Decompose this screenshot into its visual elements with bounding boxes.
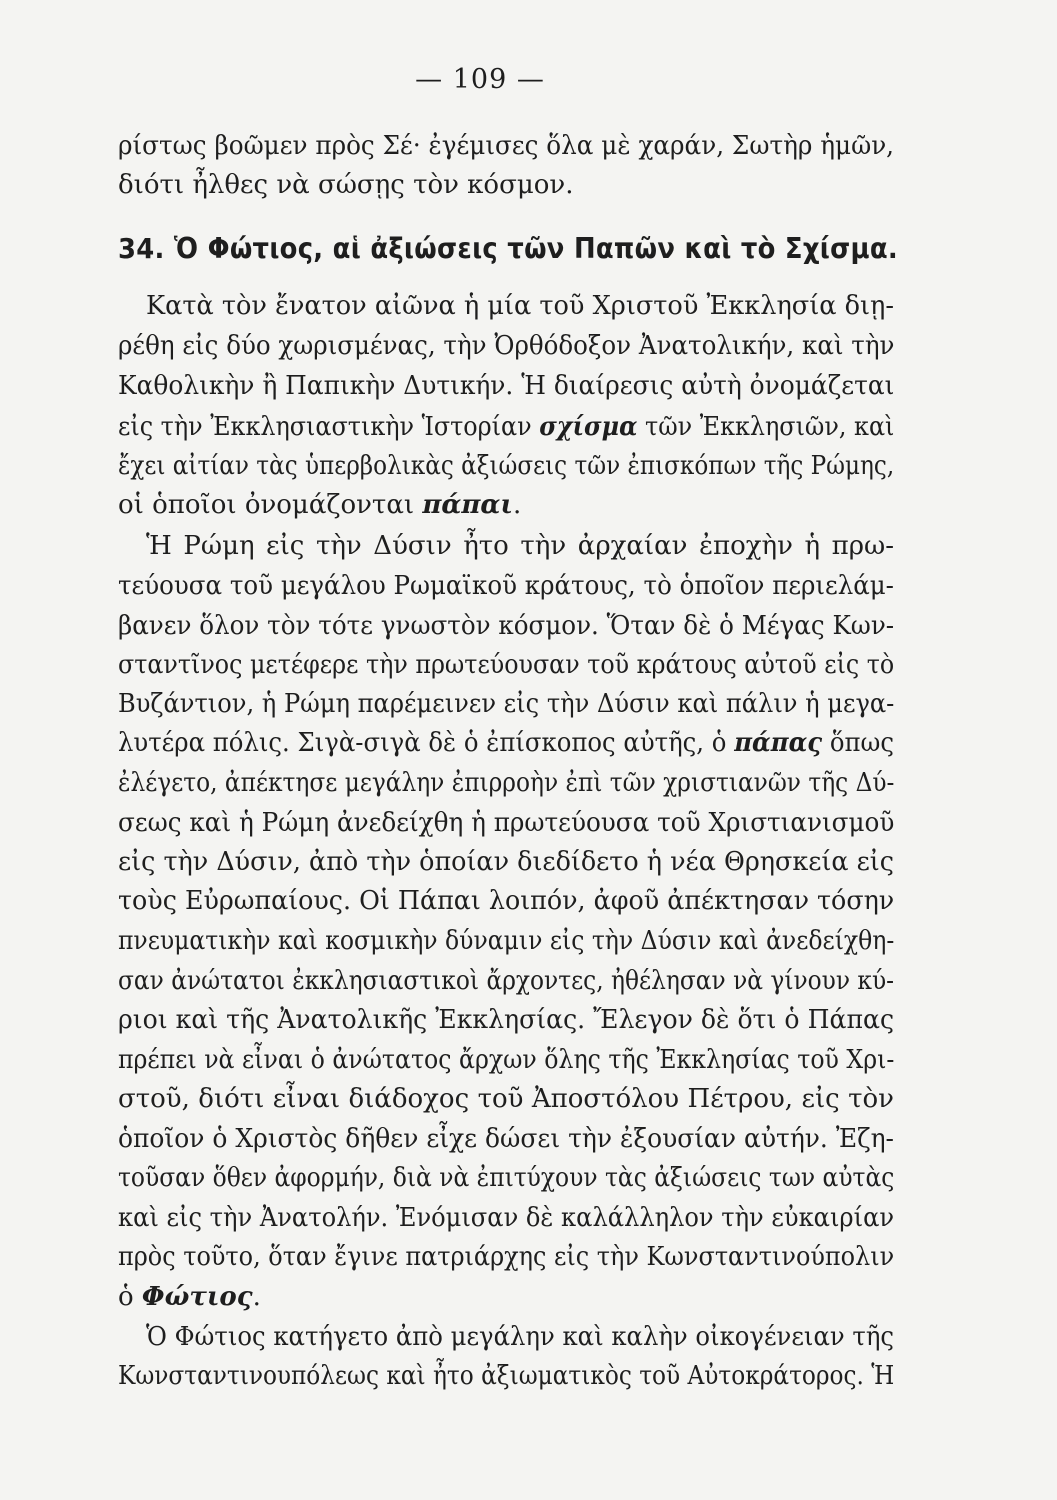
text-line	[118, 488, 894, 522]
text-run: .	[513, 490, 522, 520]
text-run: ὅπως	[829, 728, 895, 758]
text-line: τεύουσα τοῦ μεγάλου Ρωμαϊκοῦ κράτους, τὸ ὁποῖον περιελάμ-	[118, 571, 894, 601]
text-line: πνευματικὴν καὶ κοσμικὴν δύναμιν εἰς τὴν Δύσιν καὶ ἀνεδείχθη-	[118, 926, 895, 956]
emphasis-term: πάπαι	[422, 490, 514, 520]
text-line: καὶ εἰς τὴν Ἀνατολήν. Ἐνόμισαν δὲ καλάλληλον τὴν εὐκαιρίαν	[118, 1203, 895, 1233]
text-line: ἔχει αἰτίαν τὰς ὑπερβολικὰς ἀξιώσεις τῶν ἐπισκόπων τῆς Ρώμης,	[118, 451, 895, 481]
text-line: σεως καὶ ἡ Ρώμη ἀνεδείχθη ἡ πρωτεύουσα τοῦ Χριστιανισμοῦ	[118, 808, 895, 838]
text-line: ρέθη εἰς δύο χωρισμένας, τὴν Ὀρθόδοξον Ἀνατολικήν, καὶ τὴν	[118, 331, 895, 361]
text-line: Κωνσταντινουπόλεως καὶ ἦτο ἀξιωματικὸς τοῦ Αὐτοκράτορος. Ἡ	[118, 1361, 895, 1391]
text-line: ρίστως βοῶμεν πρὸς Σέ· ἐγέμισες ὅλα μὲ χαράν, Σωτὴρ ἡμῶν,	[118, 131, 895, 161]
text-line: Κατὰ τὸν ἔνατον αἰῶνα ἡ μία τοῦ Χριστοῦ Ἐκκλησία διῃ-	[146, 291, 894, 321]
page-number: — 109 —	[415, 64, 545, 95]
text-run: εἰς τὴν Ἐκκλησιαστικὴν Ἱστορίαν	[118, 412, 532, 442]
emphasis-term: Φώτιος	[141, 1282, 253, 1312]
text-line: διότι ἦλθες νὰ σώσῃς τὸν κόσμον.	[118, 170, 574, 200]
emphasis-term: σχίσμα	[539, 412, 638, 442]
text-run: .	[252, 1282, 261, 1312]
text-line: πρὸς τοῦτο, ὅταν ἔγινε πατριάρχης εἰς τὴν Κωνσταντινούπολιν	[118, 1242, 895, 1272]
text-line: ὁποῖον ὁ Χριστὸς δῆθεν εἶχε δώσει τὴν ἐξουσίαν αὐτήν. Ἐζη-	[118, 1124, 894, 1154]
section-heading: 34. Ὁ Φώτιος, αἱ ἀξιώσεις τῶν Παπῶν καὶ τὸ Σχίσμα.	[118, 232, 898, 265]
text-line: ριοι καὶ τῆς Ἀνατολικῆς Ἐκκλησίας. Ἔλεγον δὲ ὅτι ὁ Πάπας	[118, 1005, 895, 1035]
text-line: Βυζάντιον, ἡ Ρώμη παρέμεινεν εἰς τὴν Δύσιν καὶ πάλιν ἡ μεγα-	[118, 689, 895, 719]
text-line: εἰς τὴν Δύσιν, ἀπὸ τὴν ὁποίαν διεδίδετο ἡ νέα Θρησκεία εἰς	[118, 847, 894, 877]
text-line: Καθολικὴν ἢ Παπικὴν Δυτικήν. Ἡ διαίρεσις αὐτὴ ὀνομάζεται	[118, 371, 895, 401]
text-line: βανεν ὅλον τὸν τότε γνωστὸν κόσμον. Ὅταν δὲ ὁ Μέγας Κων-	[118, 611, 895, 641]
text-line: ἐλέγετο, ἀπέκτησε μεγάλην ἐπιρροὴν ἐπὶ τῶν χριστιανῶν τῆς Δύ-	[118, 768, 895, 798]
text-line: τοὺς Εὐρωπαίους. Οἱ Πάπαι λοιπόν, ἀφοῦ ἀπέκτησαν τόσην	[118, 886, 895, 916]
text-run: λυτέρα πόλις. Σιγὰ-σιγὰ δὲ ὁ ἐπίσκοπος αὐτῆς, ὁ	[118, 728, 727, 758]
text-line	[118, 1280, 894, 1314]
text-line	[118, 410, 894, 444]
text-run: τῶν Ἐκκλησιῶν, καὶ	[645, 412, 895, 442]
text-line: σταντῖνος μετέφερε τὴν πρωτεύουσαν τοῦ κράτους αὐτοῦ εἰς τὸ	[118, 650, 895, 680]
text-line	[118, 726, 894, 760]
text-line: στοῦ, διότι εἶναι διάδοχος τοῦ Ἀποστόλου Πέτρου, εἰς τὸν	[118, 1084, 894, 1114]
text-line: Ἡ Ρώμη εἰς τὴν Δύσιν ἦτο τὴν ἀρχαίαν ἐποχὴν ἡ πρω-	[146, 531, 894, 561]
text-line: Ὁ Φώτιος κατήγετο ἀπὸ μεγάλην καὶ καλὴν οἰκογένειαν τῆς	[146, 1322, 894, 1352]
text-line: τοῦσαν ὅθεν ἀφορμήν, διὰ νὰ ἐπιτύχουν τὰς ἀξιώσεις των αὐτὰς	[118, 1163, 895, 1193]
text-line: πρέπει νὰ εἶναι ὁ ἀνώτατος ἄρχων ὅλης τῆς Ἐκκλησίας τοῦ Χρι-	[118, 1045, 895, 1075]
text-run: ὁ	[118, 1282, 134, 1312]
emphasis-term: πάπας	[734, 728, 823, 758]
text-line: σαν ἀνώτατοι ἐκκλησιαστικοὶ ἄρχοντες, ἠθέλησαν νὰ γίνουν κύ-	[118, 966, 895, 996]
text-run: οἱ ὁποῖοι ὀνομάζονται	[118, 490, 415, 520]
